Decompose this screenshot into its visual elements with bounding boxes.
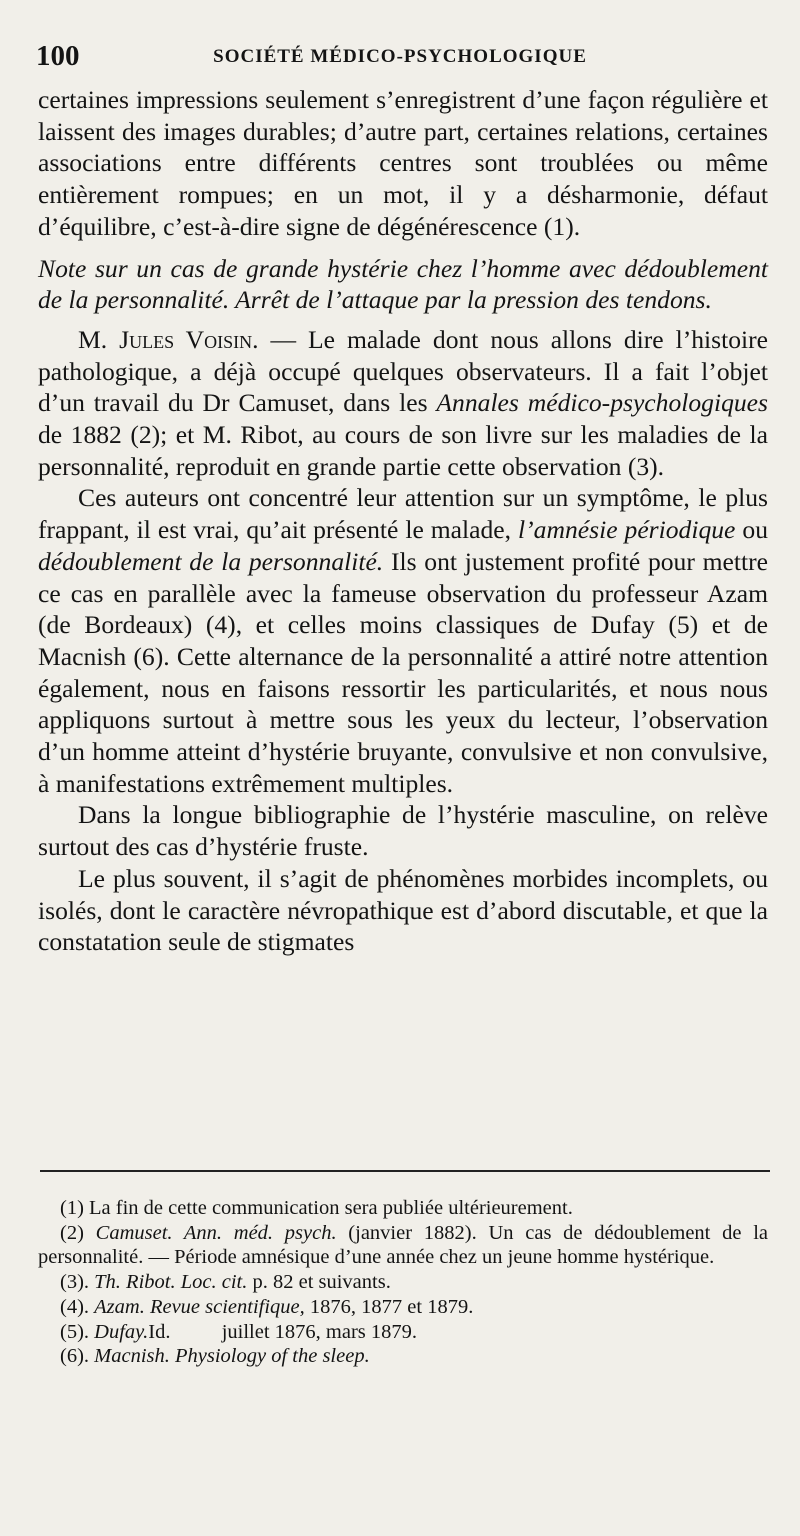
footnote-4 <box>38 1295 768 1320</box>
main-text <box>38 84 768 958</box>
footnote-2-text: (janvier 1882). Un cas de dédoublement de la personnalité. — Période amnésique d’une année chez un jeune homme hystérique. <box>38 1221 768 1269</box>
paragraph-3-italic-1: l’amnésie périodique <box>518 515 736 545</box>
paragraph-1: certaines impressions seulement s’enregistrent d’une façon régulière et laissent des images durables; d’autre part, certaines relations, certaines associations entre différents centres sont troublées ou même entièrement rompues; en un mot, il y a désharmonie, défaut d’équilibre, c’est-à-dire signe de dégénérescence (1). <box>38 85 768 241</box>
footnote-5-text: Id. juillet 1876, mars 1879. <box>148 1320 418 1343</box>
footnote-3 <box>38 1270 768 1295</box>
footnote-5 <box>38 1320 768 1345</box>
paragraph-3-text-a: Ces auteurs ont concentré leur attention sur un symptôme, le plus frappant, il est vrai, qu’ait présenté le malade, <box>38 483 768 545</box>
paragraph-2-text-a: — Le malade dont nous allons dire l’histoire pathologique, a déjà occupé quelques observateurs. Il a fait l’objet d’un travail du Dr Camuset, dans les <box>38 324 768 418</box>
paragraph-2-text-b: de 1882 (2); et M. Ribot, au cours de son livre sur les maladies de la personnalité, reproduit en grande partie cette observation (3). <box>38 420 768 481</box>
paragraph-4: Dans la longue bibliographie de l’hystérie masculine, on relève surtout des cas d’hystérie fruste. <box>38 800 768 862</box>
running-title: SOCIÉTÉ MÉDICO-PSYCHOLOGIQUE <box>213 46 587 67</box>
section-title: Note sur un cas de grande hystérie chez l’homme avec dédoublement de la personnalité. Arrêt de l’attaque par la pression des tendons. <box>38 253 768 315</box>
footnote-6-italic: Macnish. Physiology of the sleep. <box>94 1345 370 1368</box>
page-header <box>36 40 764 80</box>
footnote-4-italic: Azam. Revue scientifique, <box>94 1295 305 1318</box>
footnote-4-number: (4). <box>60 1295 95 1318</box>
footnote-6-number: (6). <box>60 1345 95 1368</box>
paragraph-2 <box>38 324 768 483</box>
footnote-3-text: p. 82 et suivants. <box>247 1271 391 1294</box>
page-number: 100 <box>36 40 80 72</box>
footnote-3-number: (3). <box>60 1271 95 1294</box>
footnote-6 <box>38 1344 768 1369</box>
footnote-5-italic: Dufay. <box>94 1320 149 1343</box>
footnote-2-italic: Camuset. Ann. méd. psych. <box>95 1221 337 1244</box>
footnote-1: (1) La fin de cette communication sera publiée ultérieurement. <box>60 1197 573 1219</box>
footnote-divider <box>40 1170 770 1172</box>
journal-title: Annales médico-psychologiques <box>436 388 768 418</box>
paragraph-3-text-b: ou <box>735 515 768 545</box>
footnote-2-number: (2) <box>60 1221 96 1244</box>
paragraph-3-text-c: Ils ont justement profité pour mettre ce cas en parallèle avec la fameuse observation du professeur Azam (de Bordeaux) (4), et celles moins classiques de Dufay (5) et de Macnish (6). Cette alternance de la personnalité a attiré notre attention également, nous en faisons ressortir les particularités, et nous nous appliquons surtout à mettre sous les yeux du lecteur, l’observation d’un homme atteint d’hystérie bruyante, convulsive et non convulsive, à manifestations extrêmement multiples. <box>38 546 768 798</box>
footnote-5-number: (5). <box>60 1320 95 1343</box>
speaker-name: M. Jules Voisin. <box>78 324 259 354</box>
footnotes <box>38 1196 768 1369</box>
paragraph-3-italic-2: dédoublement de la personnalité. <box>38 546 384 576</box>
footnote-3-italic: Th. Ribot. Loc. cit. <box>94 1271 248 1294</box>
paragraph-5: Le plus souvent, il s’agit de phénomènes morbides incomplets, ou isolés, dont le caractère névropathique est d’abord discutable, et que la constatation seule de stigmates <box>38 863 768 957</box>
footnote-2 <box>38 1221 768 1270</box>
footnote-4-text: 1876, 1877 et 1879. <box>304 1295 474 1318</box>
paragraph-3 <box>38 482 768 799</box>
